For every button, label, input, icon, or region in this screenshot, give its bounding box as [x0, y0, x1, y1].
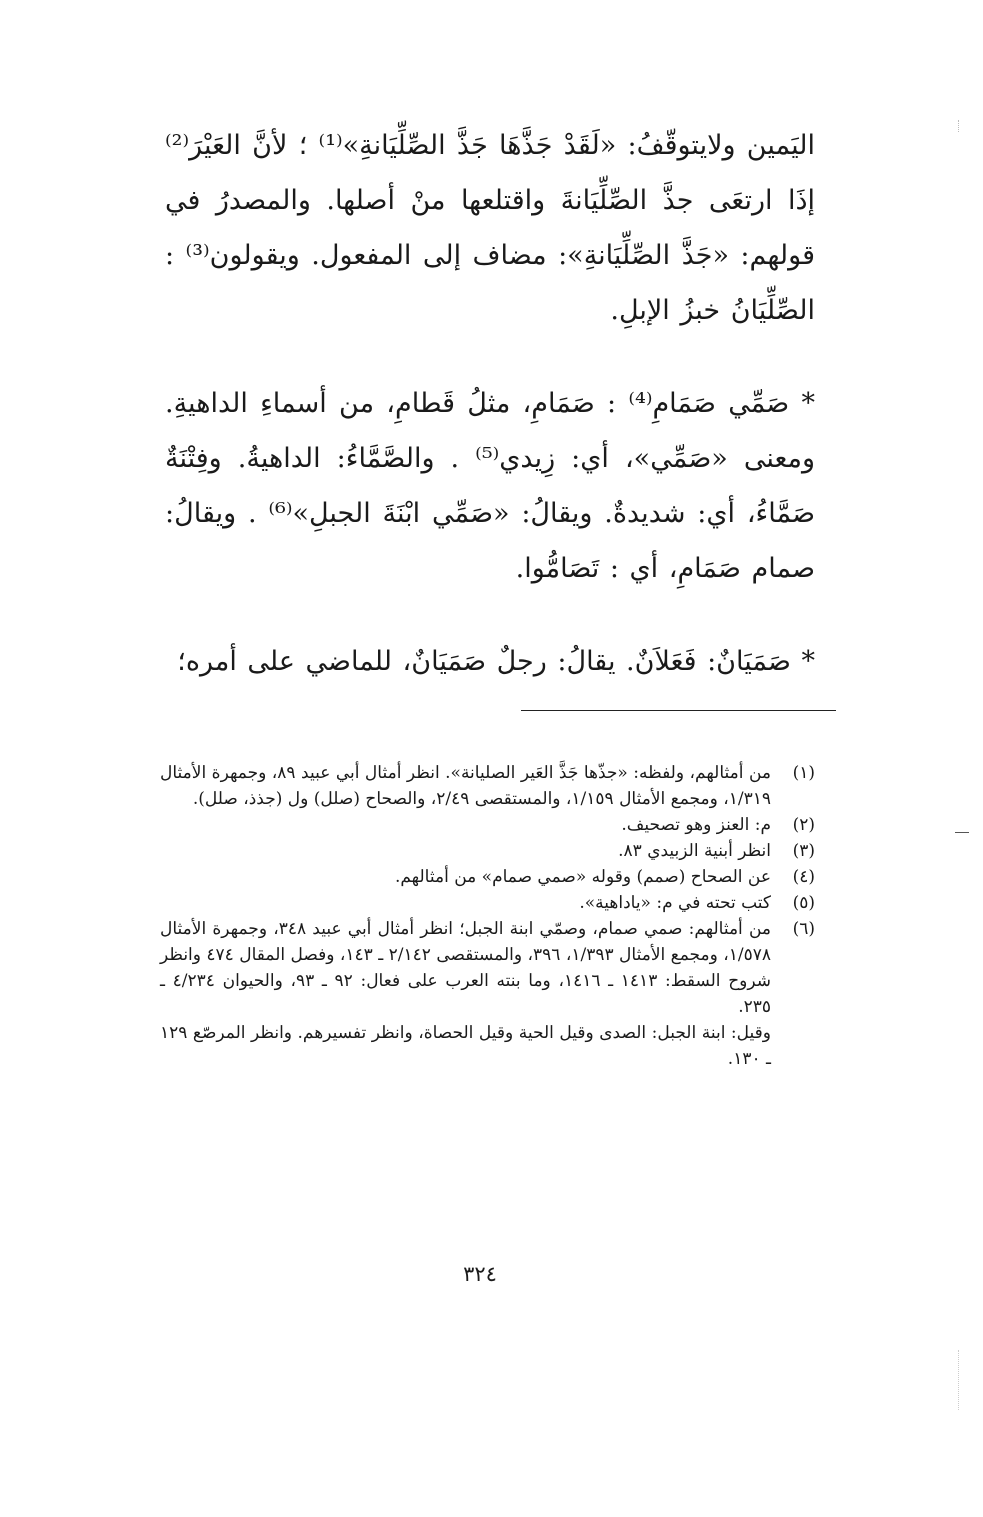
- footnotes: [160, 760, 815, 1072]
- scan-artifact: [958, 120, 959, 132]
- footnote-number: (٣): [792, 841, 815, 861]
- paragraph-sammi-samami: * صَمِّي صَمَامِ⁽⁴⁾ : صَمَامِ، مثلُ قَطامِ، من أسماءِ الداهيةِ. ومعنى «صَمِّي»، أي: زِيدي⁽⁵⁾ . والصَّمَّاءُ: الداهيةُ. وفِتْنَةٌ صَمَّاءُ، أي: شديدةٌ. ويقالُ: «صَمِّي ابْنَةَ الجبلِ»⁽⁶⁾ . ويقالُ: صمام صَمَامِ، أي : تَصَامُّوا.: [165, 388, 815, 584]
- footnote-separator: [521, 710, 836, 711]
- footnote-6: [160, 916, 815, 1020]
- scan-artifact: [958, 1350, 959, 1410]
- footnote-number: (١): [792, 763, 815, 783]
- footnote-number: (٢): [792, 815, 815, 835]
- footnote-1: [160, 760, 815, 812]
- footnote-3: [160, 838, 815, 864]
- footnote-number: (٦): [792, 919, 815, 939]
- footnote-5: [160, 890, 815, 916]
- paragraph-samayan: * صَمَيَانٌ: فَعَلاَنٌ. يقالُ: رجلٌ صَمَيَانٌ، للماضي على أمره؛: [177, 646, 815, 677]
- footnote-text: م: العنز وهو تصحيف.: [621, 815, 771, 835]
- footnote-text: من أمثالهم، ولفظه: «جذّها جَذَّ العَير الصليانة». انظر أمثال أبي عبيد ٨٩، وجمهرة الأمثال ١/٣١٩، ومجمع الأمثال ١/١٥٩، والمستقصى ٢/٤٩، والصحاح (صلل) ول (جذذ، صلل).: [160, 763, 771, 809]
- footnote-6-continuation: وقيل: ابنة الجبل: الصدى وقيل الحية وقيل الحصاة، وانظر تفسيرهم. وانظر المرصّع ١٢٩ ـ ١٣٠.: [160, 1023, 771, 1069]
- footnote-number: (٤): [792, 867, 815, 887]
- footnote-text: كتب تحته في م: «ياداهية».: [579, 893, 771, 913]
- margin-tick-mark: [955, 832, 969, 833]
- footnote-4: [160, 864, 815, 890]
- footnote-text: من أمثالهم: صمي صمام، وصمّي ابنة الجبل؛ انظر أمثال أبي عبيد ٣٤٨، وجمهرة الأمثال ١/٥٧٨، ومجمع الأمثال ١/٣٩٣، ٣٩٦، والمستقصى ٢/١٤٢ ـ ١٤٣، وفصل المقال ٤٧٤ وانظر شروح السقط: ١٤١٣ ـ ١٤١٦، وما بنته العرب على فعال: ٩٢ ـ ٩٣، والحيوان ٤/٢٣٤ ـ ٢٣٥.: [160, 919, 772, 1017]
- footnote-2: [160, 812, 815, 838]
- footnote-text: انظر أبنية الزبيدي ٨٣.: [618, 841, 771, 861]
- footnote-text: عن الصحاح (صمم) وقوله «صمي صمام» من أمثالهم.: [394, 867, 771, 887]
- footnote-number: (٥): [792, 893, 815, 913]
- main-text: [165, 118, 815, 689]
- page-number: ٣٢٤: [463, 1262, 497, 1286]
- paragraph-silliyana: اليَمين ولايتوقّفُ: «لَقَدْ جَذَّهَا جَذَّ الصِّلِّيَانةِ»⁽¹⁾ ؛ لأنَّ العَيْرَ⁽²⁾ إذَا ارتعَى جذَّ الصِّلِّيَانةَ واقتلعها منْ أصلها. والمصدرُ في قولهم: «جَذَّ الصِّلِّيَانةِ»: مضاف إلى المفعول. ويقولون⁽³⁾ : الصِّلِّيَانُ خبزُ الإبلِ.: [165, 130, 816, 326]
